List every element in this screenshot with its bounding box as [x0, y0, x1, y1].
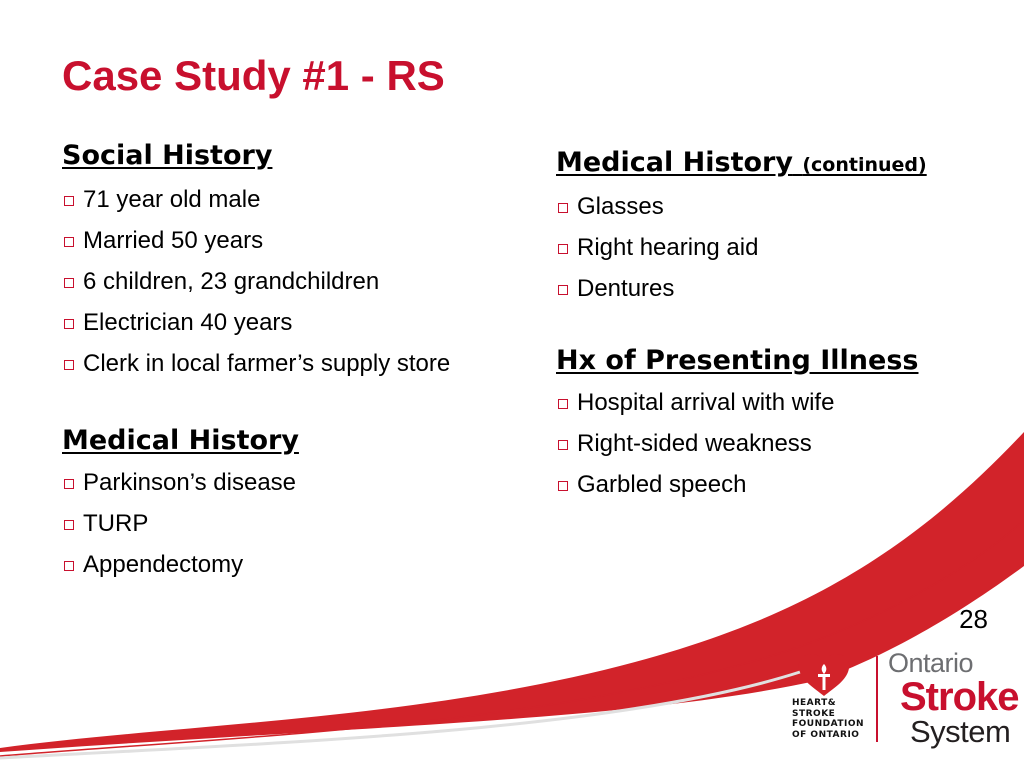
hollow-square-bullet-icon	[64, 237, 74, 247]
list-item	[556, 423, 918, 464]
list-item-text: Parkinson’s disease	[83, 469, 297, 496]
oss-ontario: Ontario	[888, 648, 974, 678]
hsf-line: STROKE	[792, 708, 836, 719]
medical-history-continued-list	[556, 186, 927, 309]
hollow-square-bullet-icon	[64, 278, 74, 288]
ontario-stroke-system-logo	[888, 648, 1019, 748]
hsf-line: FOUNDATION	[792, 719, 865, 729]
list-item	[556, 464, 918, 505]
hollow-square-bullet-icon	[64, 479, 74, 489]
list-item	[62, 302, 450, 343]
list-item	[62, 462, 299, 503]
list-item	[556, 382, 918, 423]
list-item-text: Right hearing aid	[577, 234, 759, 261]
presenting-illness-section	[556, 344, 918, 505]
list-item-text: TURP	[83, 510, 149, 537]
hollow-square-bullet-icon	[64, 360, 74, 370]
slide-title: Case Study #1 - RS	[62, 52, 445, 99]
page-number: 28	[959, 604, 988, 634]
hollow-square-bullet-icon	[558, 440, 568, 450]
medical-history-continued-section	[556, 146, 927, 309]
social-history-list	[62, 179, 450, 384]
heart-torch-logo-icon	[792, 650, 856, 698]
oss-system: System	[910, 714, 1011, 749]
list-item	[62, 261, 450, 302]
social-history-section	[62, 139, 450, 384]
list-item-text: 6 children, 23 grandchildren	[83, 268, 380, 295]
medical-history-heading: Medical History	[62, 425, 299, 456]
medical-history-continued-title: Medical History	[556, 147, 793, 178]
list-item-text: Right-sided weakness	[577, 430, 812, 457]
list-item	[62, 220, 450, 261]
list-item-text: Garbled speech	[577, 471, 747, 498]
logo-divider	[876, 656, 878, 742]
list-item	[62, 179, 450, 220]
hollow-square-bullet-icon	[64, 319, 74, 329]
list-item-text: Hospital arrival with wife	[577, 389, 835, 416]
continued-note: (continued)	[802, 154, 927, 176]
medical-history-section	[62, 424, 299, 585]
list-item	[62, 343, 450, 384]
hollow-square-bullet-icon	[64, 196, 74, 206]
list-item	[556, 227, 927, 268]
hollow-square-bullet-icon	[64, 520, 74, 530]
list-item	[62, 544, 299, 585]
hsf-line: HEART&	[792, 698, 837, 708]
list-item-text: 71 year old male	[83, 186, 261, 213]
hollow-square-bullet-icon	[558, 399, 568, 409]
hsf-wordmark	[792, 698, 864, 740]
list-item-text: Appendectomy	[83, 551, 244, 578]
medical-history-list	[62, 462, 299, 585]
list-item	[556, 186, 927, 227]
list-item	[62, 503, 299, 544]
hollow-square-bullet-icon	[64, 561, 74, 571]
hollow-square-bullet-icon	[558, 481, 568, 491]
list-item-text: Clerk in local farmer’s supply store	[83, 350, 451, 377]
hollow-square-bullet-icon	[558, 244, 568, 254]
presenting-illness-heading: Hx of Presenting Illness	[556, 345, 919, 376]
list-item-text: Dentures	[577, 275, 675, 302]
list-item-text: Glasses	[577, 193, 664, 220]
presenting-illness-list	[556, 382, 918, 505]
social-history-heading: Social History	[62, 140, 273, 171]
hollow-square-bullet-icon	[558, 203, 568, 213]
oss-stroke: Stroke	[900, 675, 1019, 719]
list-item	[556, 268, 927, 309]
hollow-square-bullet-icon	[558, 285, 568, 295]
list-item-text: Married 50 years	[83, 227, 264, 254]
hsf-line: OF ONTARIO	[792, 729, 860, 740]
list-item-text: Electrician 40 years	[83, 309, 293, 336]
medical-history-continued-heading	[556, 146, 927, 182]
